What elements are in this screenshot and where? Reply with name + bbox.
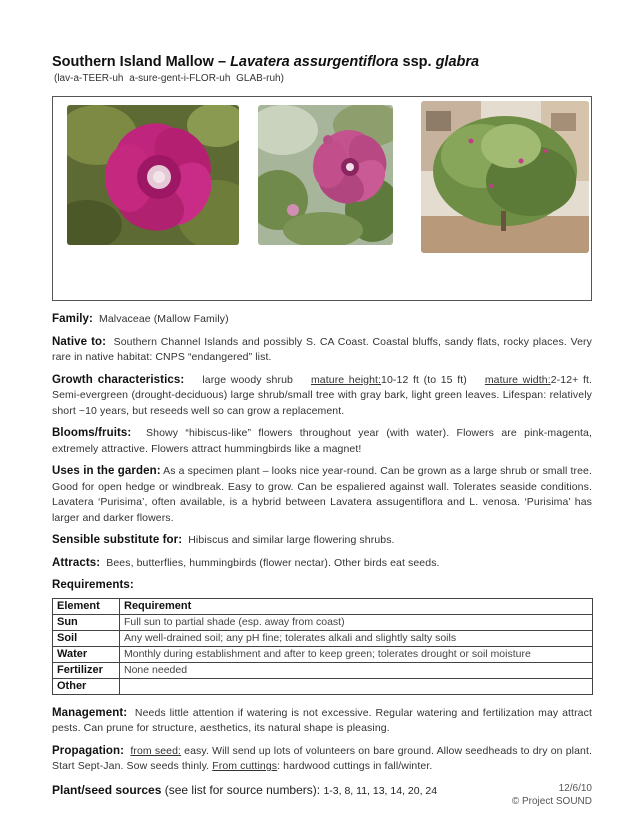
requirements-header-row [53, 598, 593, 614]
flower-foliage-photo [258, 105, 393, 245]
substitute-text: Hibiscus and similar large flowering shrubs. [188, 534, 395, 546]
requirements-table [52, 598, 593, 695]
family-section [52, 312, 592, 328]
seed-label: from seed: [130, 744, 182, 757]
sources-numbers: 1-3, 8, 11, 13, 14, 20, 24 [323, 784, 438, 797]
shrub-photo [421, 101, 589, 253]
propagation-section [52, 744, 592, 775]
pronunciation: (lav-a-TEER-uh a-sure-gent-i-FLOR-uh GLAB-ruh) [54, 73, 284, 84]
requirements-label: Requirements: [52, 579, 134, 591]
table-row [53, 678, 593, 694]
family-text: Malvaceae (Mallow Family) [99, 313, 229, 325]
table-row [53, 630, 593, 646]
blooms-text: Showy “hibiscus-like” flowers throughout year (with water). Flowers are pink-magenta, extremely attractive. Flowers attract hummingbirds like a magnet! [52, 427, 592, 455]
element-cell: Sun [53, 614, 120, 630]
propagation-label: Propagation: [52, 744, 125, 757]
height-value: 10-12 ft (to 15 ft) [381, 373, 467, 386]
blooms-label: Blooms/fruits: [52, 427, 132, 439]
growth-label: Growth characteristics: [52, 373, 185, 386]
substitute-label: Sensible substitute for: [52, 534, 183, 546]
uses-label: Uses in the garden: [52, 465, 161, 477]
photo-panel [52, 96, 592, 301]
subspecies-abbrev: ssp. [398, 54, 436, 70]
table-row [53, 646, 593, 662]
subspecies-name: glabra [435, 54, 480, 70]
fact-sheet [52, 54, 592, 84]
table-row [53, 662, 593, 678]
attracts-text: Bees, butterflies, hummingbirds (flower nectar). Other birds eat seeds. [106, 556, 440, 569]
family-label: Family: [52, 313, 93, 325]
native-label: Native to: [52, 335, 107, 348]
sources-section [52, 782, 592, 807]
requirement-column-header: Requirement [120, 598, 593, 614]
requirement-cell: Monthly during establishment and after to keep green; tolerates drought or soil moisture [120, 646, 593, 662]
requirement-cell: Full sun to partial shade (esp. away from coast) [120, 614, 593, 630]
page-title [52, 54, 592, 70]
management-section [52, 706, 592, 737]
common-name: Southern Island Mallow – [52, 54, 231, 70]
native-text: Southern Channel Islands and possibly S. CA Coast. Coastal bluffs, sandy flats, rocky places. Very rare in native habitat: CNPS “endangered” list. [52, 335, 592, 363]
attracts-label: Attracts: [52, 556, 101, 569]
growth-text: Semi-evergreen (drought-deciduous) large shrub/small tree with gray bark, light green leaves. Lifespan: relatively short ~10 years, but reseeds well so can grow a replacement. [52, 389, 592, 417]
requirement-cell: Any well-drained soil; any pH fine; tolerates alkali and slightly salty soils [120, 630, 593, 646]
growth-section [52, 373, 592, 420]
management-text: Needs little attention if watering is not excessive. Regular watering and fertilization may attract pests. Can prune for structure, aesthetics, its natural shape is pleasing. [52, 706, 592, 734]
substitute-section [52, 533, 592, 549]
native-section [52, 335, 592, 366]
attracts-section [52, 556, 592, 572]
seed-text: easy. Will send up lots of volunteers on bare ground. Allow seedheads to dry on plant. Start Sept-Jan. Sow seeds thinly. [52, 744, 592, 772]
sources-label: Plant/seed sources [52, 782, 162, 797]
management-label: Management: [52, 706, 128, 719]
width-label: mature width: [484, 373, 551, 386]
growth-lead: large woody shrub [202, 373, 293, 386]
requirements-section [52, 578, 592, 594]
uses-section [52, 464, 592, 526]
height-label: mature height: [310, 373, 382, 386]
width-value: 2-12+ ft. [550, 373, 592, 386]
element-column-header: Element [53, 598, 120, 614]
element-cell: Other [53, 678, 120, 694]
cuttings-label: From cuttings [212, 760, 278, 772]
footer-date: 12/6/10 [558, 782, 592, 794]
element-cell: Fertilizer [53, 662, 120, 678]
requirement-cell: None needed [120, 662, 593, 678]
footer-credit: © Project SOUND [511, 795, 592, 807]
element-cell: Water [53, 646, 120, 662]
sources-note: (see list for source numbers): [161, 782, 324, 797]
requirement-cell [120, 678, 593, 694]
uses-text: As a specimen plant – looks nice year-round. Can be grown as a large shrub or small tree. Good for open hedge or windbreak. Easy to grow. Can be espaliered against wall. Tolerates seaside conditions. Lavatera ‘Purisima’, often available, is a hybrid between Lavatera assugentiflora and L. venosa. ‘Purisima’ has larger and darker flowers. [52, 465, 593, 524]
table-row [53, 614, 593, 630]
blooms-section [52, 426, 592, 457]
element-cell: Soil [53, 630, 120, 646]
latin-name: Lavatera assurgentiflora [230, 54, 399, 70]
cuttings-text: : hardwood cuttings in fall/winter. [277, 760, 433, 772]
flower-closeup-photo [67, 105, 239, 245]
